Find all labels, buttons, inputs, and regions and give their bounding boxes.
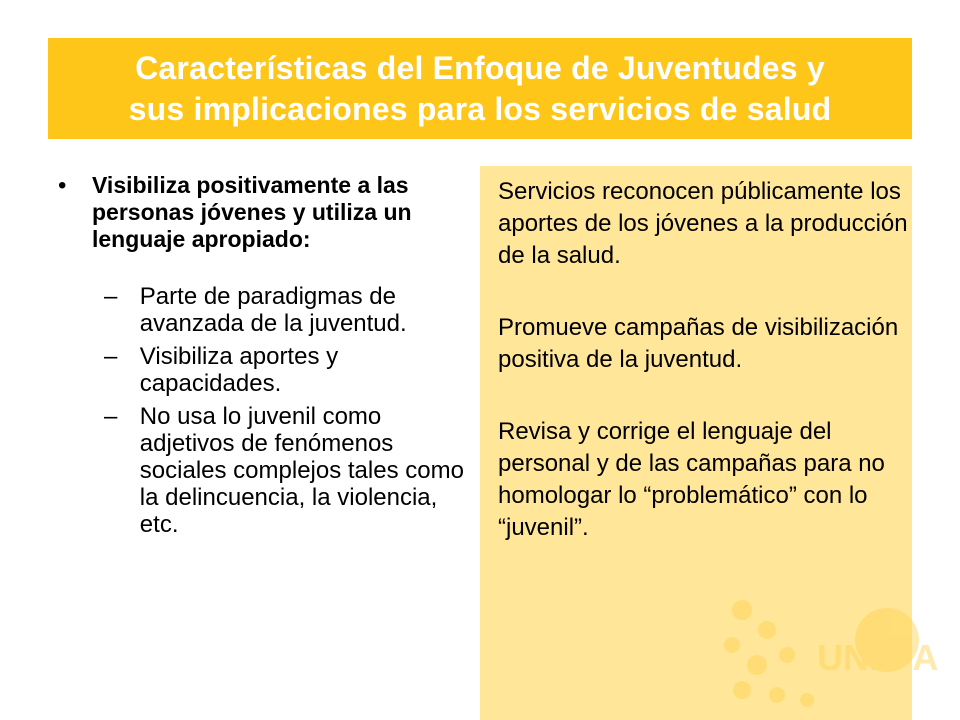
unfpa-logo-watermark	[712, 570, 939, 720]
logo-dot	[733, 681, 751, 699]
sub-list	[58, 283, 468, 538]
logo-dot	[732, 600, 752, 620]
title-line-1: Características del Enfoque de Juventudes y	[135, 49, 825, 86]
logo-dot	[769, 687, 785, 703]
implication-paragraph: Servicios reconocen públicamente los aportes de los jóvenes a la producción de la salud.	[498, 178, 908, 269]
logo-dot	[800, 693, 814, 707]
sub-list-item	[104, 403, 468, 538]
logo-text: UNFPA	[817, 637, 939, 678]
dash-icon: –	[104, 283, 118, 310]
title-line-2: sus implicaciones para los servicios de salud	[128, 90, 832, 127]
implications-panel	[480, 166, 939, 720]
left-column	[58, 172, 468, 544]
dash-icon: –	[104, 403, 118, 430]
title-banner	[48, 38, 912, 139]
sub-list-item	[104, 283, 468, 337]
sub-item-text: Parte de paradigmas de avanzada de la juventud.	[139, 283, 407, 337]
logo-dot	[724, 637, 740, 653]
bullet-item	[58, 172, 468, 253]
sub-item-text: Visibiliza aportes y capacidades.	[139, 343, 339, 397]
implication-paragraph: Revisa y corrige el lenguaje del personal y de las campañas para no homologar lo “problemático” con lo “juvenil”.	[498, 418, 885, 541]
implications-text	[498, 176, 908, 584]
implication-paragraph: Promueve campañas de visibilización positiva de la juventud.	[498, 314, 899, 373]
sub-item-text: No usa lo juvenil como adjetivos de fenómenos sociales complejos tales como la delincuencia, la violencia, etc.	[139, 403, 464, 538]
bullet-dot-icon: •	[58, 172, 67, 199]
sub-list-item	[104, 343, 468, 397]
logo-dot	[779, 647, 795, 663]
logo-dot	[758, 621, 776, 639]
logo-dot	[747, 655, 767, 675]
bullet-heading: Visibiliza positivamente a las personas jóvenes y utiliza un lenguaje apropiado:	[92, 172, 412, 252]
dash-icon: –	[104, 343, 118, 370]
